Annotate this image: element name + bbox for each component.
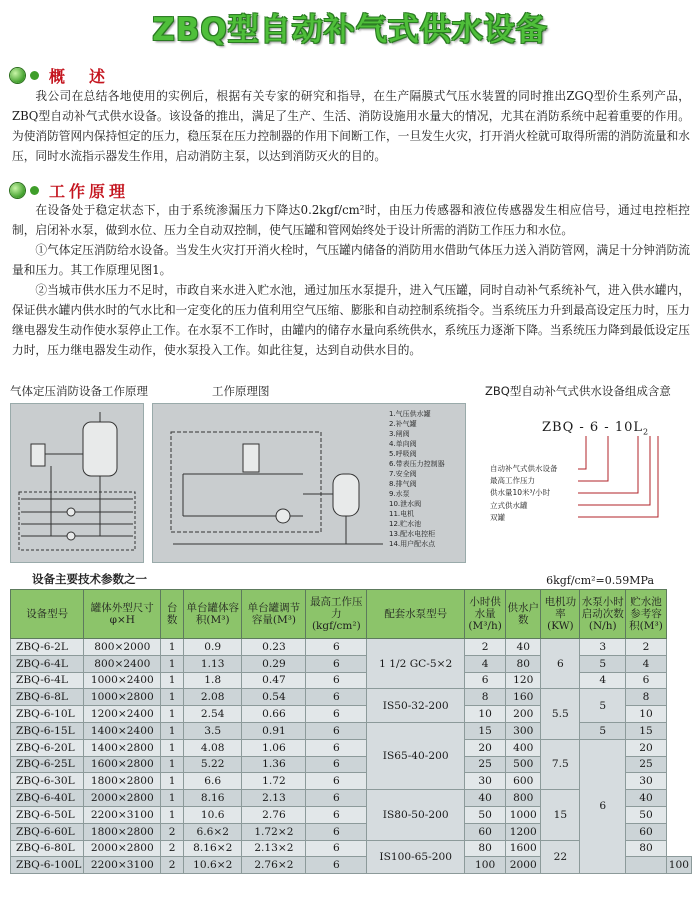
table-row: ZBQ-6-50L 2200×3100 1 10.6 2.76 6 50 1000 50 <box>11 806 692 823</box>
principle-heading: 工作原理 <box>10 179 129 202</box>
pump-group: IS80-50-200 <box>367 790 465 840</box>
table-row: ZBQ-6-4L 1000×2400 1 1.8 0.47 6 6 120 4 6 <box>11 672 692 689</box>
motor-group: 5.5 <box>541 689 580 739</box>
principle-text: 在设备处于稳定状态下，由于系统渗漏压力下降达0.2kgf/cm²时，由压力传感器和液位传感器发生相应信号，通过电控柜控制，启闭补水泵，做到水位、压力全自动双控制，使气压罐和管网始终处于设计所需的消防工作压力和水位。 ①气体定压消防给水设备。当发生火灾打开消火栓时，气压罐内储备的消防用水借助气体压力送入消防管网，满足十分钟消防流量和压力。其工作原理见图1。 ②当城市供水压力不足时，市政自来水进入贮水池，通过加压水泵提升，进入气压罐，同时自动补气系统补气，进入供水罐内，保证供水罐内供水时的气水比和一定变化的压力值利用空气压缩、膨胀和自动控制系统指令。当系统压力升到最高设定压力时，压力继电器发生动作使水泵停止工作。在水泵不工作时，由罐内的储存水量向系统供水，系统压力逐渐下降。当系统压力降到最低设定压力时，压力继电器发生动作，使水泵投入工作。如此往复，达到自动供水目的。 <box>12 203 690 357</box>
svg-text:4.单向阀: 4.单向阀 <box>389 440 417 448</box>
svg-text:7.安全阀: 7.安全阀 <box>389 470 417 478</box>
motor-group: 22 <box>541 840 580 874</box>
svg-text:14.用户配水点: 14.用户配水点 <box>389 540 436 548</box>
bullet-icon <box>10 183 25 198</box>
table-row: ZBQ-6-15L 1400×2400 1 3.5 0.91 6 IS65-40-200 15 300 5 15 <box>11 722 692 739</box>
table-header-row <box>11 590 692 639</box>
col-header: 水泵小时启动次数(N/h) <box>580 590 626 639</box>
table-row: ZBQ-6-25L 1600×2800 1 5.22 1.36 6 25 500 25 <box>11 756 692 773</box>
table-row: ZBQ-6-80L 2000×2800 2 8.16×2 2.13×2 6 IS100-65-200 80 1600 22 80 <box>11 840 692 857</box>
pump-group: 1 1/2 GC-5×2 <box>367 639 465 689</box>
overview-heading: 概 述 <box>10 64 109 87</box>
pump-group: IS100-65-200 <box>367 840 465 874</box>
table-row: ZBQ-6-10L 1200×2400 1 2.54 0.66 6 10 200 10 <box>11 706 692 723</box>
motor-group: 7.5 <box>541 739 580 789</box>
col-header: 台数 <box>161 590 184 639</box>
motor-group: 15 <box>541 790 580 840</box>
spec-table <box>10 589 692 874</box>
fig1-diagram <box>10 403 144 563</box>
col-header: 供水户数 <box>506 590 541 639</box>
fig1-label: 气体定压消防设备工作原理 <box>10 384 148 398</box>
code-items: 自动补气式供水设备 最高工作压力 供水量10米³/小时 立式供水罐 双罐 <box>490 464 558 522</box>
overview-text: 我公司在总结各地使用的实例后，根据有关专家的研究和指导，在生产隔膜式气压水装置的同时推出ZGQ型价生系列产品，ZBQ型自动补气式供水设备。该设备的推出，满足了生产、生活、消防设施用水量大的情况，尤其在消防系统中起着重要的作用。为使消防管网内保持恒定的压力，稳压泵在压力控制器的作用下间断工作，一旦发生火灾，打开消火栓就可取得所需的消防流量和水压，同时水流指示器发生作用，启动消防主泵，以达到消防灭火的目的。 <box>12 89 690 163</box>
table-row: ZBQ-6-8L 1000×2800 1 2.08 0.54 6 IS50-32-200 8 160 5.5 5 8 <box>11 689 692 706</box>
start-group: 6 <box>580 739 626 873</box>
col-header: 罐体外型尺寸φ×H <box>84 590 161 639</box>
svg-text:12.贮水池: 12.贮水池 <box>389 520 422 528</box>
svg-text:6.带表压力控制器: 6.带表压力控制器 <box>389 460 445 468</box>
table-row: ZBQ-6-4L 800×2400 1 1.13 0.29 6 4 80 5 4 <box>11 655 692 672</box>
col-header: 最高工作压力(kgf/cm²) <box>306 590 367 639</box>
table-row: ZBQ-6-100L 2200×3100 2 10.6×2 2.76×2 6 100 2000 100 <box>11 857 692 874</box>
bullet-icon <box>10 68 25 83</box>
svg-text:5.呼吸阀: 5.呼吸阀 <box>389 450 417 458</box>
motor-group: 6 <box>541 639 580 689</box>
table-row: ZBQ-6-20L 1400×2800 1 4.08 1.06 6 20 400 7.5 6 20 <box>11 739 692 756</box>
svg-text:11.电机: 11.电机 <box>389 510 415 518</box>
table-row: ZBQ-6-30L 1800×2800 1 6.6 1.72 6 30 600 30 <box>11 773 692 790</box>
col-header: 电机功率(KW) <box>541 590 580 639</box>
table-row: ZBQ-6-2L 800×2000 1 0.9 0.23 6 1 1/2 GC-5×2 2 40 6 3 2 <box>11 639 692 656</box>
bullet-dot-icon <box>30 186 39 195</box>
table-row: ZBQ-6-40L 2000×2800 1 8.16 2.13 6 IS80-50-200 40 800 15 40 <box>11 790 692 807</box>
svg-text:2.补气罐: 2.补气罐 <box>389 420 417 428</box>
col-header: 单台罐调节容量(M³) <box>242 590 306 639</box>
svg-text:13.配水电控柜: 13.配水电控柜 <box>389 530 436 538</box>
fig2-legend <box>389 409 445 548</box>
table-title: 设备主要技术参数之一 <box>32 572 147 586</box>
col-header: 配套水泵型号 <box>367 590 465 639</box>
svg-text:10.泄水阀: 10.泄水阀 <box>389 500 422 508</box>
pump-group: IS50-32-200 <box>367 689 465 723</box>
code-title: ZBQ型自动补气式供水设备组成含意 <box>485 384 671 398</box>
pump-group: IS65-40-200 <box>367 722 465 789</box>
fig2-diagram <box>152 403 466 563</box>
model-code: ZBQ - $6 - 10L_2$ <box>542 420 650 437</box>
col-header: 单台罐体容积(M³) <box>183 590 241 639</box>
bullet-dot-icon <box>30 71 39 80</box>
svg-text:8.排气阀: 8.排气阀 <box>389 480 417 488</box>
svg-text:1.气压供水罐: 1.气压供水罐 <box>389 410 431 418</box>
col-header: 小时供水量(M³/h) <box>465 590 506 639</box>
code-bracket-lines <box>578 436 688 536</box>
svg-text:9.水泵: 9.水泵 <box>389 490 410 498</box>
fig2-label: 工作原理图 <box>212 384 270 398</box>
col-header: 设备型号 <box>11 590 84 639</box>
svg-text:3.闸阀: 3.闸阀 <box>389 430 410 438</box>
table-unit-note: 6kgf/cm²=0.59MPa <box>546 574 654 587</box>
col-header: 贮水池参考容积(M³) <box>626 590 667 639</box>
page-title: ZBQ型自动补气式供水设备 <box>152 12 548 48</box>
table-row: ZBQ-6-60L 1800×2800 2 6.6×2 1.72×2 6 60 1200 60 <box>11 823 692 840</box>
